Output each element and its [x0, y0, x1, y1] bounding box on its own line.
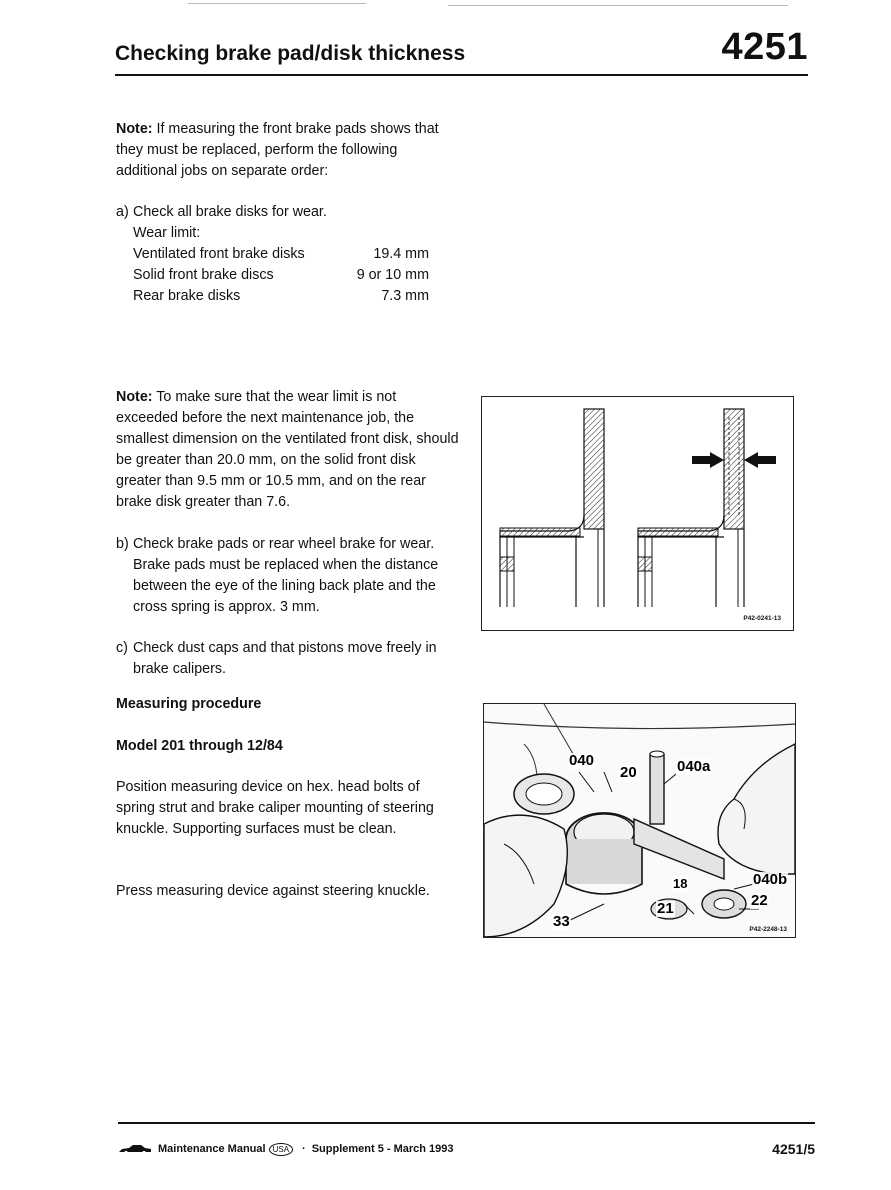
- page-number: 4251/5: [772, 1141, 815, 1157]
- figure-disk-section: [481, 396, 794, 631]
- note-2: [116, 387, 461, 513]
- callout-040a: 040a: [677, 758, 711, 775]
- row-name: Rear brake disks: [133, 288, 241, 304]
- callout-040: 040: [569, 752, 595, 769]
- item-a: [116, 202, 461, 244]
- footer-manual: Maintenance Manual: [158, 1143, 266, 1155]
- model-heading: Model 201 through 12/84: [116, 738, 283, 754]
- table-row: [133, 286, 429, 307]
- item-c: [116, 638, 461, 680]
- wear-limit-label: Wear limit:: [133, 225, 201, 241]
- item-c-text: Check dust caps and that pistons move freely in brake calipers.: [133, 640, 437, 677]
- table-row: [133, 265, 429, 286]
- callout-18: 18: [673, 876, 688, 891]
- figure-1-tag: P42-0241-13: [743, 615, 781, 622]
- footer: [118, 1141, 815, 1157]
- measuring-device-drawing: [484, 704, 795, 937]
- footer-separator: ·: [302, 1143, 306, 1155]
- row-value: 7.3 mm: [381, 288, 429, 304]
- callout-040b: 040b: [753, 871, 788, 888]
- row-name: Ventilated front brake disks: [133, 246, 305, 262]
- table-row: [133, 244, 429, 265]
- note-1: [116, 119, 461, 182]
- note-2-label: Note:: [116, 389, 153, 405]
- item-b-text: Check brake pads or rear wheel brake for wear. Brake pads must be replaced when the distance between the eye of the lining back plate and the cross spring is approx. 3 mm.: [133, 536, 439, 615]
- disk-right: [638, 409, 744, 607]
- note-2-text: To make sure that the wear limit is not exceeded before the next maintenance job, the smallest dimension on the ventilated front disk, should be greater than 20.0 mm, on the solid front disk greater than 9.5 mm or 10.5 mm, and on the rear brake disk greater than 7.6.: [116, 389, 459, 510]
- scan-artifact: [188, 3, 366, 4]
- item-c-label: c): [116, 640, 128, 656]
- callout-33: 33: [553, 913, 570, 930]
- car-logo-icon: [118, 1144, 152, 1154]
- disk-section-drawing: [482, 397, 793, 630]
- document-number: 4251: [721, 26, 808, 68]
- figure-2-tag: P42-2248-13: [749, 926, 787, 933]
- wear-limit-table: [133, 244, 429, 307]
- note-1-label: Note:: [116, 121, 153, 137]
- figure-measuring-device: [483, 703, 796, 938]
- measure-arrow-left-icon: [692, 452, 724, 468]
- callout-22: 22: [751, 892, 768, 909]
- footer-supplement: Supplement 5 - March 1993: [311, 1143, 454, 1155]
- measuring-heading: Measuring procedure: [116, 696, 262, 712]
- measure-arrow-right-icon: [744, 452, 776, 468]
- item-a-text: Check all brake disks for wear.: [133, 204, 327, 220]
- row-value: 9 or 10 mm: [356, 267, 429, 283]
- measuring-para-2: Press measuring device against steering knuckle.: [116, 883, 430, 899]
- page-title: Checking brake pad/disk thickness: [115, 42, 466, 65]
- measuring-para-1: Position measuring device on hex. head bolts of spring strut and brake caliper mounting of steering knuckle. Supporting surfaces must be clean.: [116, 779, 434, 837]
- scan-artifact: [448, 5, 788, 6]
- item-b: [116, 534, 461, 618]
- header-rule: [115, 74, 808, 76]
- row-name: Solid front brake discs: [133, 267, 274, 283]
- note-1-text: If measuring the front brake pads shows that they must be replaced, perform the following additional jobs on separate order:: [116, 121, 439, 179]
- item-a-label: a): [116, 204, 129, 220]
- item-b-label: b): [116, 536, 129, 552]
- disk-left: [500, 409, 604, 607]
- footer-region-badge: USA: [269, 1143, 293, 1156]
- callout-20: 20: [620, 764, 637, 781]
- row-value: 19.4 mm: [373, 246, 429, 262]
- callout-21: 21: [657, 900, 674, 917]
- footer-rule: [118, 1122, 815, 1124]
